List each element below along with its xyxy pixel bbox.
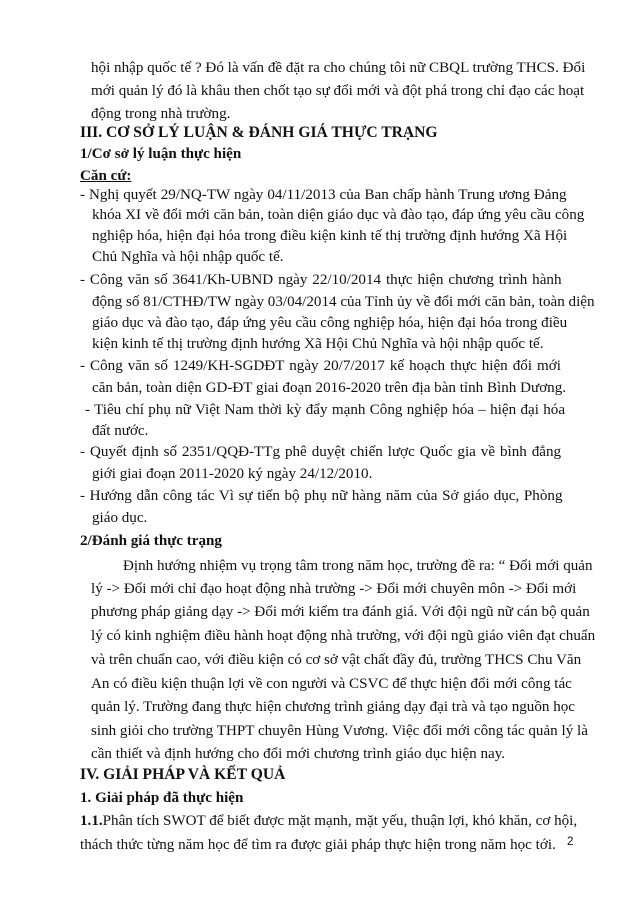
text-line: nghiệp hóa, hiện đại hóa trong điều kiện kinh tế thị trường định hướng Xã Hội bbox=[92, 228, 568, 244]
text-line: phương pháp giảng dạy -> Đổi mới kiểm tra đánh giá. Với đội ngũ nữ cán bộ quản bbox=[91, 604, 590, 620]
text-line: Chủ Nghĩa và hội nhập quốc tế. bbox=[92, 249, 284, 265]
text-line: căn bản, toàn diện GD-ĐT giai đoạn 2016-2020 trên địa bàn tỉnh Bình Dương. bbox=[92, 380, 567, 396]
text-line: giới giai đoạn 2011-2020 ký ngày 24/12/2010. bbox=[92, 466, 373, 482]
text-line: - Tiêu chí phụ nữ Việt Nam thời kỳ đẩy mạnh Công nghiệp hóa – hiện đại hóa bbox=[85, 402, 566, 418]
text-line: kiện kinh tế thị trường định hướng Xã Hội Chủ Nghĩa và hội nhập quốc tế. bbox=[92, 336, 544, 352]
text-line: IV. GIẢI PHÁP VÀ KẾT QUẢ bbox=[80, 766, 286, 783]
text-line: mới quản lý đó là khâu then chốt tạo sự đổi mới và đột phá trong chỉ đạo các hoạt bbox=[91, 83, 585, 99]
text-line: và trên chuẩn cao, với điều kiện có cơ sở vật chất đầy đủ, trường THCS Chu Văn bbox=[91, 652, 582, 668]
text-line: cần thiết và định hướng cho đổi mới chương trình giáo dục hiện nay. bbox=[91, 746, 506, 762]
text-line: 2/Đánh giá thực trạng bbox=[80, 533, 222, 549]
text-line: hội nhập quốc tế ? Đó là vấn đề đặt ra cho chúng tôi nữ CBQL trường THCS. Đổi bbox=[91, 60, 586, 76]
text-line: sinh giỏi cho trường THPT chuyên Hùng Vương. Việc đổi mới công tác quản lý là bbox=[91, 723, 588, 739]
text-line: - Công văn số 3641/Kh-UBND ngày 22/10/2014 thực hiện chương trình hành bbox=[80, 272, 562, 288]
text-line: Định hướng nhiệm vụ trọng tâm trong năm học, trường đề ra: “ Đổi mới quản bbox=[123, 558, 593, 574]
text-line: động trong nhà trường. bbox=[91, 106, 231, 122]
text-line: - Quyết định số 2351/QQĐ-TTg phê duyệt chiến lược Quốc gia về bình đẳng bbox=[80, 444, 562, 460]
text-line: lý có kinh nghiệm điều hành hoạt động nhà trường, với đội ngũ giáo viên đạt chuẩn bbox=[91, 628, 596, 644]
page-number: 2 bbox=[567, 836, 574, 848]
text-line: giáo dục và đào tạo, đáp ứng yêu cầu công nghiệp hóa, hiện đại hóa trong điều bbox=[92, 315, 568, 331]
text-line: III. CƠ SỞ LÝ LUẬN & ĐÁNH GIÁ THỰC TRẠNG bbox=[80, 124, 438, 141]
text-line: thách thức từng năm học để tìm ra được giải pháp thực hiện trong năm học tới. bbox=[80, 837, 556, 853]
text-line: Căn cứ: bbox=[80, 168, 132, 184]
text-line: - Công văn số 1249/KH-SGDĐT ngày 20/7/2017 kế hoạch thực hiện đổi mới bbox=[80, 358, 561, 374]
text-line: 1.1.Phân tích SWOT để biết được mặt mạnh, mặt yếu, thuận lợi, khó khăn, cơ hội, bbox=[80, 813, 578, 829]
text-line: - Nghị quyết 29/NQ-TW ngày 04/11/2013 của Ban chấp hành Trung ương Đảng bbox=[80, 187, 567, 203]
text-line: quản lý. Trường đang thực hiện chương trình giảng dạy đại trà và tạo nguồn học bbox=[91, 699, 576, 715]
text-line: đất nước. bbox=[92, 423, 149, 439]
text-line: 1. Giải pháp đã thực hiện bbox=[80, 790, 244, 806]
text-line: An có điều kiện thuận lợi về con người và CSVC để thực hiện đổi mới công tác bbox=[91, 676, 572, 692]
text-line: động số 81/CTHĐ/TW ngày 03/04/2014 của Tỉnh ủy về đổi mới căn bản, toàn diện bbox=[92, 294, 595, 310]
text-line: lý -> Đổi mới chỉ đạo hoạt động nhà trường -> Đổi mới chuyên môn -> Đổi mới bbox=[91, 581, 577, 597]
text-line: 1/Cơ sở lý luận thực hiện bbox=[80, 146, 242, 162]
text-line: - Hướng dẫn công tác Vì sự tiến bộ phụ nữ hàng năm của Sở giáo dục, Phòng bbox=[80, 488, 563, 504]
text-line: giáo dục. bbox=[92, 510, 148, 526]
text-line: khóa XI về đổi mới căn bản, toàn diện giáo dục và đào tạo, đáp ứng yêu cầu công bbox=[92, 207, 585, 223]
